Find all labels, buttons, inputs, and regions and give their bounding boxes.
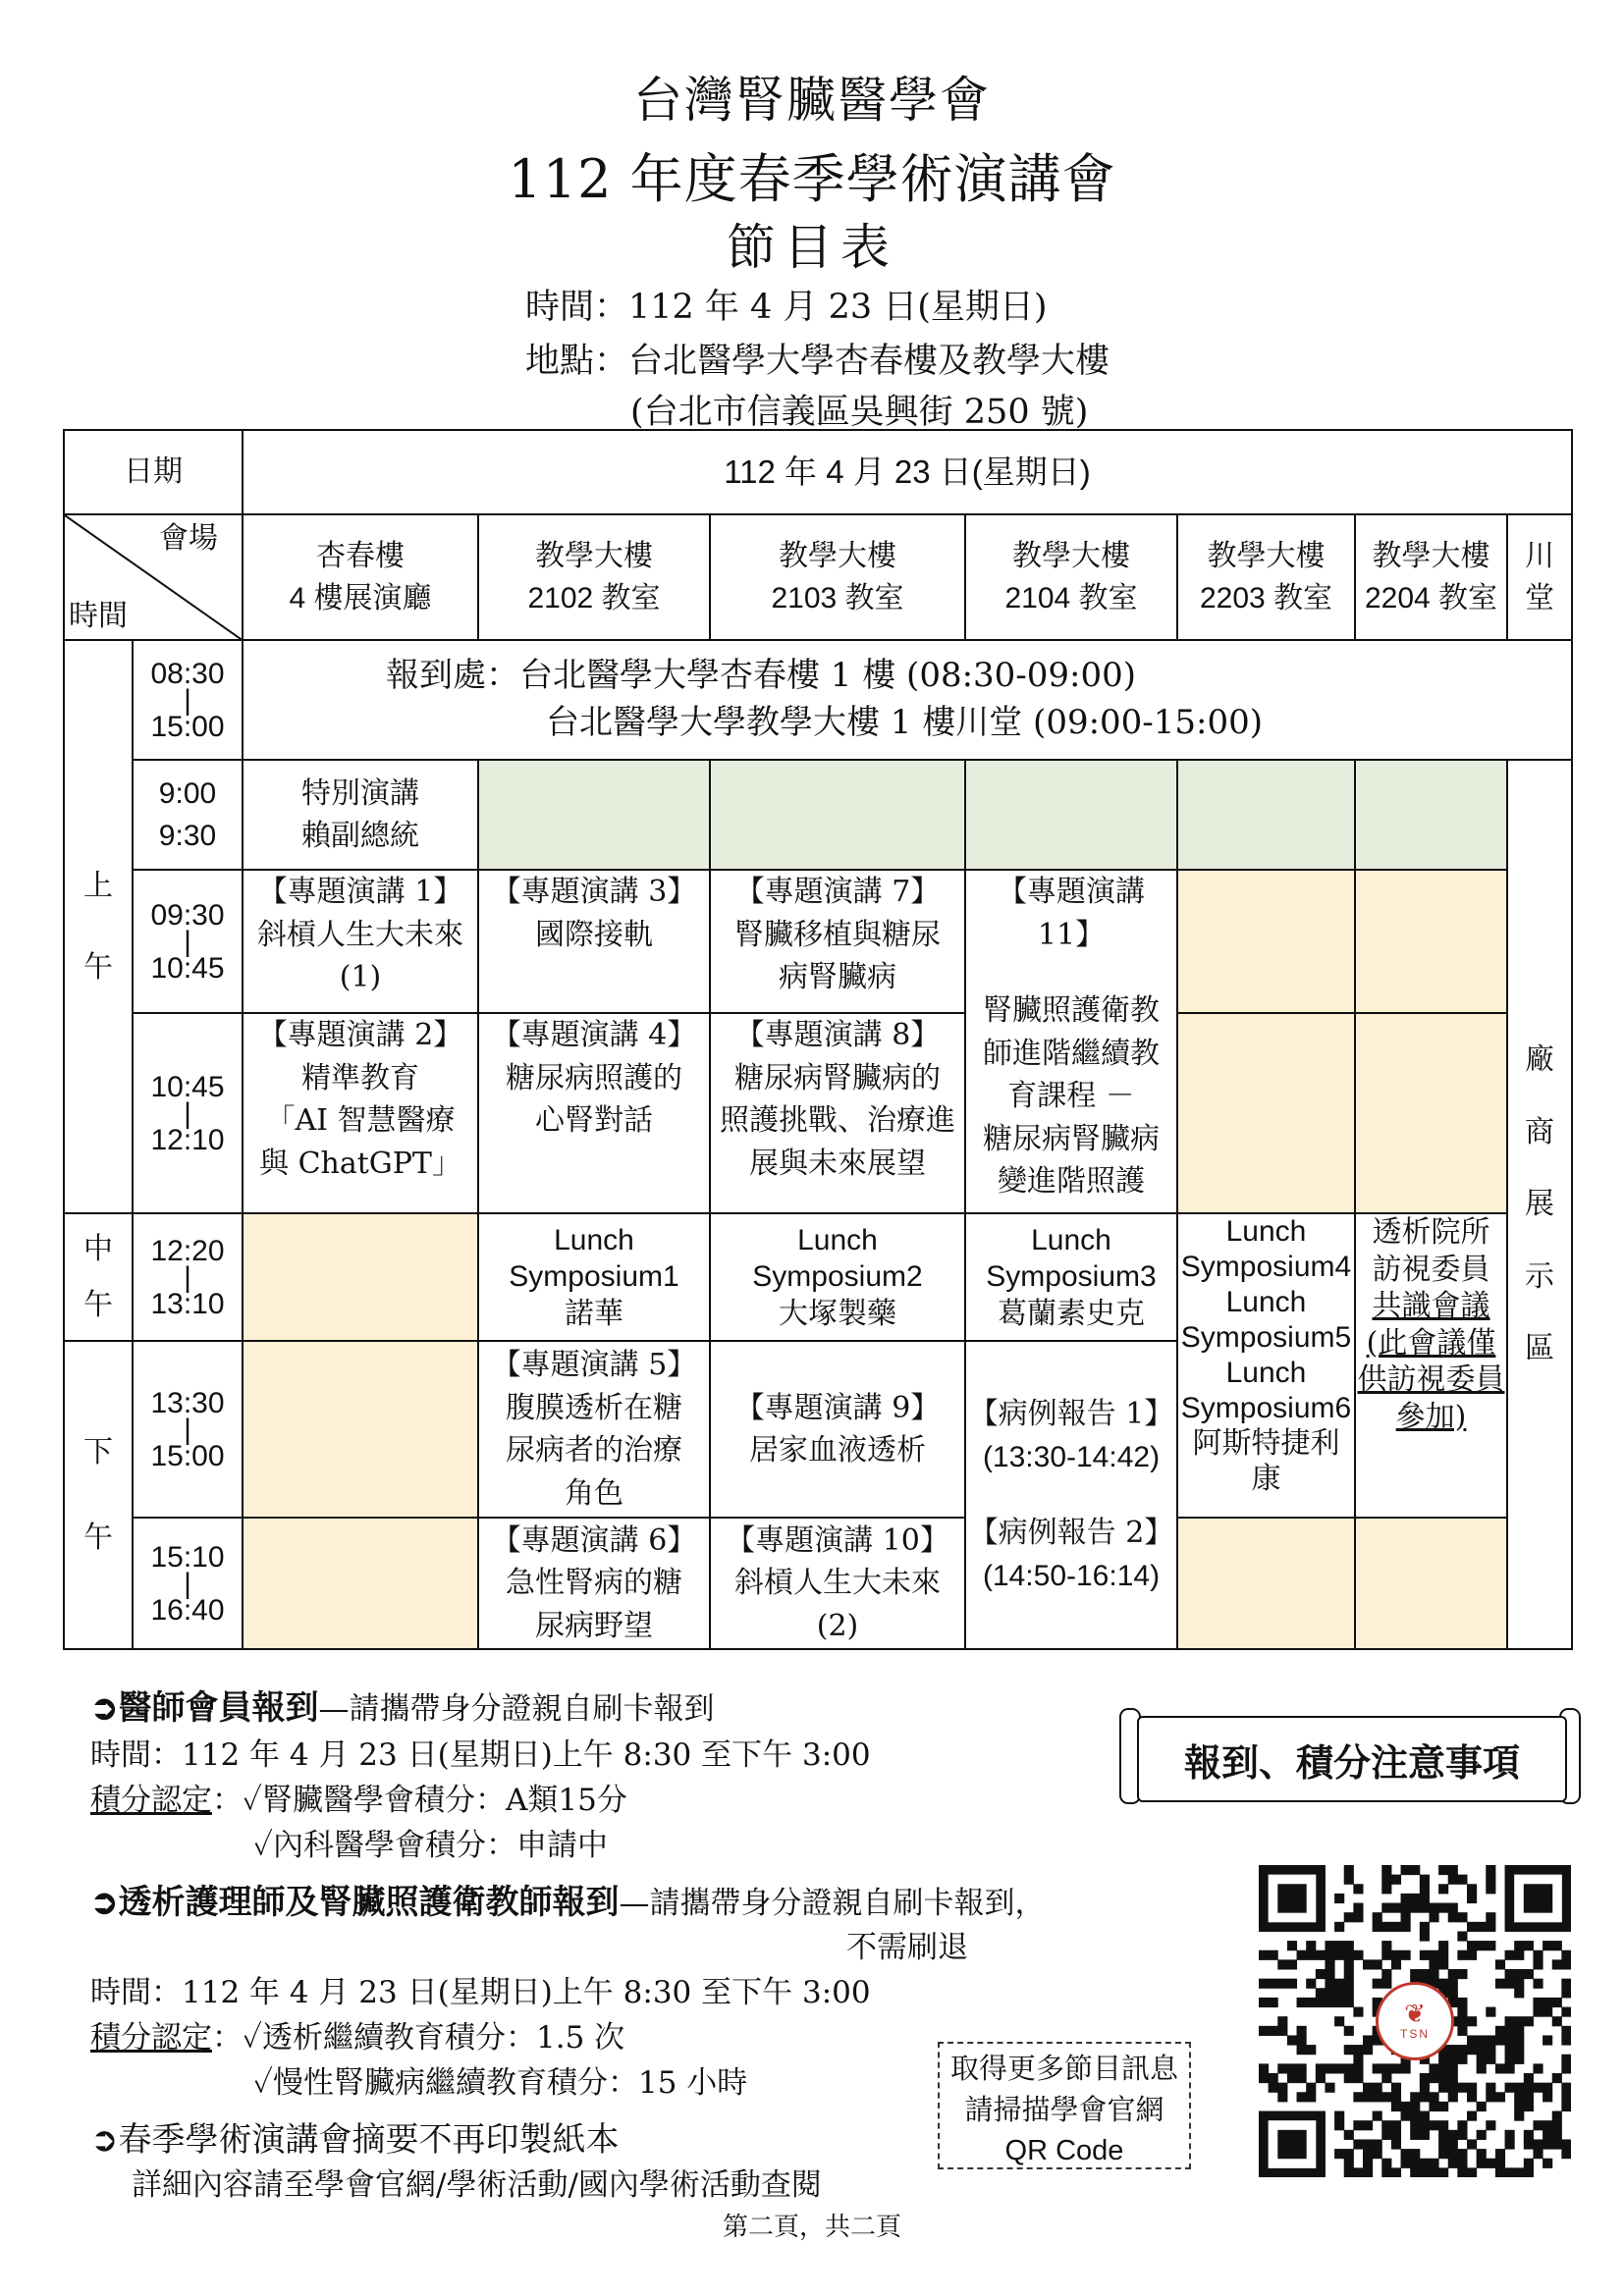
- empty-cell: [1177, 760, 1355, 870]
- time-slot-3: 09:30 | 10:45: [133, 870, 243, 1013]
- venue-3: 教學大樓 2103 教室: [710, 514, 965, 640]
- session-s5: 【專題演講 5】 腹膜透析在糖 尿病者的治療 角色: [478, 1341, 710, 1518]
- registration-info: 報到處：台北醫學大學杏春樓 1 樓 (08:30-09:00) 台北醫學大學教學大樓 1 樓川堂 (09:00-15:00): [243, 640, 1572, 760]
- notice-banner-text: 報到、積分注意事項: [1137, 1716, 1567, 1802]
- time-slot-2: 9:00 9:30: [133, 760, 243, 870]
- event-time: 時間：112 年 4 月 23 日(星期日): [525, 288, 1048, 327]
- empty-cell: [478, 760, 710, 870]
- date-label: 日期: [64, 430, 243, 514]
- period-noon: 中 午: [64, 1213, 133, 1341]
- event-place: 地點：台北醫學大學杏春樓及教學大樓: [525, 342, 1110, 381]
- empty-cell: [1355, 870, 1507, 1013]
- session-s6: 【專題演講 6】 急性腎病的糖 尿病野望: [478, 1518, 710, 1649]
- session-s2: 【專題演講 2】 精準教育 「AI 智慧醫療 與 ChatGPT」: [243, 1013, 478, 1213]
- empty-cell: [1355, 760, 1507, 870]
- venue-1: 杏春樓 4 樓展演廳: [243, 514, 478, 640]
- empty-cell: [243, 1518, 478, 1649]
- session-s10: 【專題演講 10】 斜槓人生大未來 (2): [710, 1518, 965, 1649]
- kidney-icon: ❦: [1404, 2000, 1426, 2029]
- logo-abbr: TSN: [1400, 2027, 1430, 2041]
- abstract-detail: 詳細內容請至學會官網/學術活動/國內學術活動查閱: [132, 2167, 822, 2203]
- empty-cell: [1177, 1013, 1355, 1213]
- time-label: 時間: [69, 598, 128, 633]
- nurse-credit-1: 積分認定：✓透析繼續教育積分：1.5 次: [90, 2020, 625, 2056]
- empty-cell: [1355, 1518, 1507, 1649]
- nurse-registration-title: ➲透析護理師及腎臟照護衛教師報到—請攜帶身分證親自刷卡報到，: [90, 1883, 1046, 1922]
- lunch-symposium-3: Lunch Symposium3 葛蘭素史克: [965, 1213, 1177, 1341]
- qr-info-box: 取得更多節目訊息 請掃描學會官網 QR Code: [938, 2042, 1191, 2169]
- schedule-table: [63, 429, 1573, 1650]
- time-slot-7: 15:10 | 16:40: [133, 1518, 243, 1649]
- nurse-credit-2: ✓慢性腎臟病繼續教育積分：15 小時: [253, 2065, 748, 2101]
- society-logo: [1376, 1982, 1454, 2060]
- abstract-notice: ➲春季學術演講會摘要不再印製紙本: [90, 2120, 620, 2160]
- session-s3: 【專題演講 3】 國際接軌: [478, 870, 710, 1013]
- empty-cell: [1177, 1518, 1355, 1649]
- period-pm: 下 午: [64, 1341, 133, 1649]
- org-title: 台灣腎臟醫學會: [633, 72, 991, 129]
- doctor-credit-2: ✓內科醫學會積分：申請中: [253, 1828, 608, 1863]
- header-corner: [64, 514, 243, 640]
- event-title: 112 年度春季學術演講會: [508, 148, 1116, 210]
- empty-cell: [243, 1341, 478, 1518]
- notice-banner: [1119, 1706, 1581, 1814]
- time-slot-5: 12:20 | 13:10: [133, 1213, 243, 1341]
- empty-cell: [1177, 870, 1355, 1013]
- time-slot-1: 08:30 | 15:00: [133, 640, 243, 760]
- special-lecture: 特別演講 賴副總統: [243, 760, 478, 870]
- session-s4: 【專題演講 4】 糖尿病照護的 心腎對話: [478, 1013, 710, 1213]
- venue-5: 教學大樓 2203 教室: [1177, 514, 1355, 640]
- venue-4: 教學大樓 2104 教室: [965, 514, 1177, 640]
- lunch-symposium-2: Lunch Symposium2 大塚製藥: [710, 1213, 965, 1341]
- empty-cell: [710, 760, 965, 870]
- time-slot-6: 13:30 | 15:00: [133, 1341, 243, 1518]
- venue-label: 會場: [159, 521, 218, 556]
- empty-cell: [965, 760, 1177, 870]
- empty-cell: [243, 1213, 478, 1341]
- lunch-symposium-1: Lunch Symposium1 諾華: [478, 1213, 710, 1341]
- venue-6: 教學大樓 2204 教室: [1355, 514, 1507, 640]
- session-s9: 【專題演講 9】 居家血液透析: [710, 1341, 965, 1518]
- doctor-registration-title: ➲醫師會員報到—請攜帶身分證親自刷卡報到: [90, 1688, 715, 1728]
- session-s8: 【專題演講 8】 糖尿病腎臟病的 照護挑戰、治療進 展與未來展望: [710, 1013, 965, 1213]
- exhibit-area: 廠 商 展 示 區: [1507, 760, 1572, 1649]
- doctor-credit-1: 積分認定：✓腎臟醫學會積分：A類15分: [90, 1783, 627, 1818]
- venue-2: 教學大樓 2102 教室: [478, 514, 710, 640]
- event-address: (台北市信義區吳興街 250 號): [630, 393, 1089, 432]
- period-am: 上 午: [64, 640, 133, 1213]
- time-slot-4: 10:45 | 12:10: [133, 1013, 243, 1213]
- case-reports: 【病例報告 1】 (13:30-14:42) 【病例報告 2】 (14:50-16:14): [965, 1341, 1177, 1649]
- nurse-registration-time: 時間：112 年 4 月 23 日(星期日)上午 8:30 至下午 3:00: [90, 1975, 871, 2010]
- date-value: 112 年 4 月 23 日(星期日): [243, 430, 1572, 514]
- program-title: 節目表: [727, 219, 897, 276]
- lunch-symposium-456: Lunch Symposium4 Lunch Symposium5 Lunch Symposium6 阿斯特捷利 康: [1177, 1213, 1355, 1518]
- visit-committee-meeting: 透析院所 訪視委員 共識會議 (此會議僅 供訪視委員 參加): [1355, 1213, 1507, 1518]
- session-s7: 【專題演講 7】 腎臟移植與糖尿 病腎臟病: [710, 870, 965, 1013]
- nurse-registration-note: 不需刷退: [846, 1930, 968, 1965]
- session-s11: 【專題演講 11】 腎臟照護衛教 師進階繼續教 育課程 － 糖尿病腎臟病 變進階照護: [965, 870, 1177, 1213]
- empty-cell: [1355, 1013, 1507, 1213]
- page-footer: 第二頁，共二頁: [722, 2213, 901, 2242]
- venue-7: 川 堂: [1507, 514, 1572, 640]
- session-s1: 【專題演講 1】 斜槓人生大未來 (1): [243, 870, 478, 1013]
- doctor-registration-time: 時間：112 年 4 月 23 日(星期日)上午 8:30 至下午 3:00: [90, 1737, 871, 1773]
- qr-code[interactable]: [1259, 1865, 1571, 2177]
